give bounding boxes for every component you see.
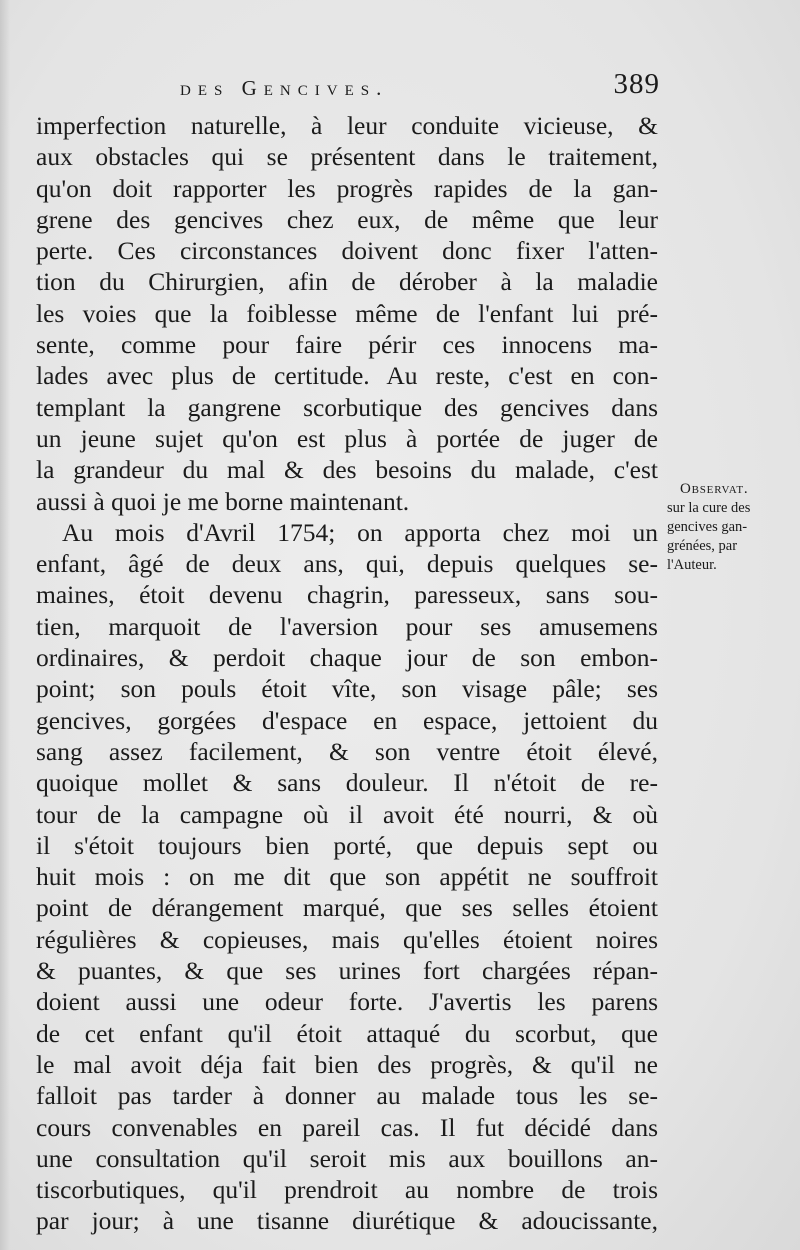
text-line: un jeune sujet qu'on est plus à portée de juger de [36,423,658,453]
page-header [180,68,660,108]
text-line: huit mois : on me dit que son appétit ne souffroit [36,862,658,892]
text-line: grene des gencives chez eux, de même que leur [36,204,658,234]
text-line: une consultation qu'il seroit mis aux bouillons an- [36,1143,658,1173]
marginal-note-line: gencives gan- [667,519,748,535]
text-line: sente, comme pour faire périr ces innocens ma- [36,330,658,360]
text-line: quoique mollet & sans douleur. Il n'étoit de re- [36,768,658,798]
paragraph-start-line: Au mois d'Avril 1754; on apporta chez moi un [62,517,658,547]
text-line: falloit pas tarder à donner au malade tous les se- [36,1081,658,1111]
text-line: le mal avoit déja fait bien des progrès, & qu'il ne [36,1049,658,1079]
text-line: régulières & copieuses, mais qu'elles étoient noires [36,924,658,954]
marginal-note-line: sur la cure des [667,500,751,516]
body-text [36,110,658,1237]
text-line: enfant, âgé de deux ans, qui, depuis quelques se- [36,549,658,579]
marginal-note [666,480,796,575]
marginal-note-line: l'Auteur. [667,557,717,573]
text-line: tiscorbutiques, qu'il prendroit au nombre de trois [36,1175,658,1205]
text-line: imperfection naturelle, à leur conduite vicieuse, & [36,111,658,140]
text-line: sang assez facilement, & son ventre étoit élevé, [36,736,658,766]
text-line: doient aussi une odeur forte. J'avertis les parens [36,987,658,1017]
text-line: par jour; à une tisanne diurétique & adoucissante, [36,1206,658,1236]
text-line: tion du Chirurgien, afin de dérober à la maladie [36,267,658,297]
text-line: les voies que la foiblesse même de l'enfant lui pré- [36,298,658,328]
paragraph-end-line: aussi à quoi je me borne maintenant. [36,486,410,516]
page-number: 389 [613,68,660,100]
text-line: cours convenables en pareil cas. Il fut décidé dans [36,1112,658,1142]
text-line: il s'étoit toujours bien porté, que depuis sept ou [36,830,658,860]
text-line: tien, marquoit de l'aversion pour ses amusemens [36,611,658,641]
text-line: de cet enfant qu'il étoit attaqué du scorbut, que [36,1018,658,1048]
text-line: gencives, gorgées d'espace en espace, jettoient du [36,705,658,735]
page-gutter-shadow [0,0,10,1250]
text-line: la grandeur du mal & des besoins du malade, c'est [36,455,658,485]
text-line: point de dérangement marqué, que ses selles étoient [36,893,658,923]
text-line: tour de la campagne où il avoit été nourri, & où [36,799,658,829]
text-line: perte. Ces circonstances doivent donc fixer l'atten- [36,236,658,266]
text-line: maines, étoit devenu chagrin, paresseux, sans sou- [36,580,658,610]
text-line: qu'on doit rapporter les progrès rapides de la gan- [36,173,658,203]
marginal-note-heading: Observat. [680,481,749,497]
text-line: aux obstacles qui se présentent dans le traitement, [36,142,658,172]
running-head: des Gencives. [180,76,389,100]
text-line: lades avec plus de certitude. Au reste, c'est en con- [36,361,658,391]
text-line: & puantes, & que ses urines fort chargées répan- [36,956,658,986]
marginal-note-line: grénées, par [667,538,738,554]
text-line: ordinaires, & perdoit chaque jour de son embon- [36,643,658,673]
text-line: point; son pouls étoit vîte, son visage pâle; ses [36,674,658,704]
text-line: templant la gangrene scorbutique des gencives dans [36,392,658,422]
